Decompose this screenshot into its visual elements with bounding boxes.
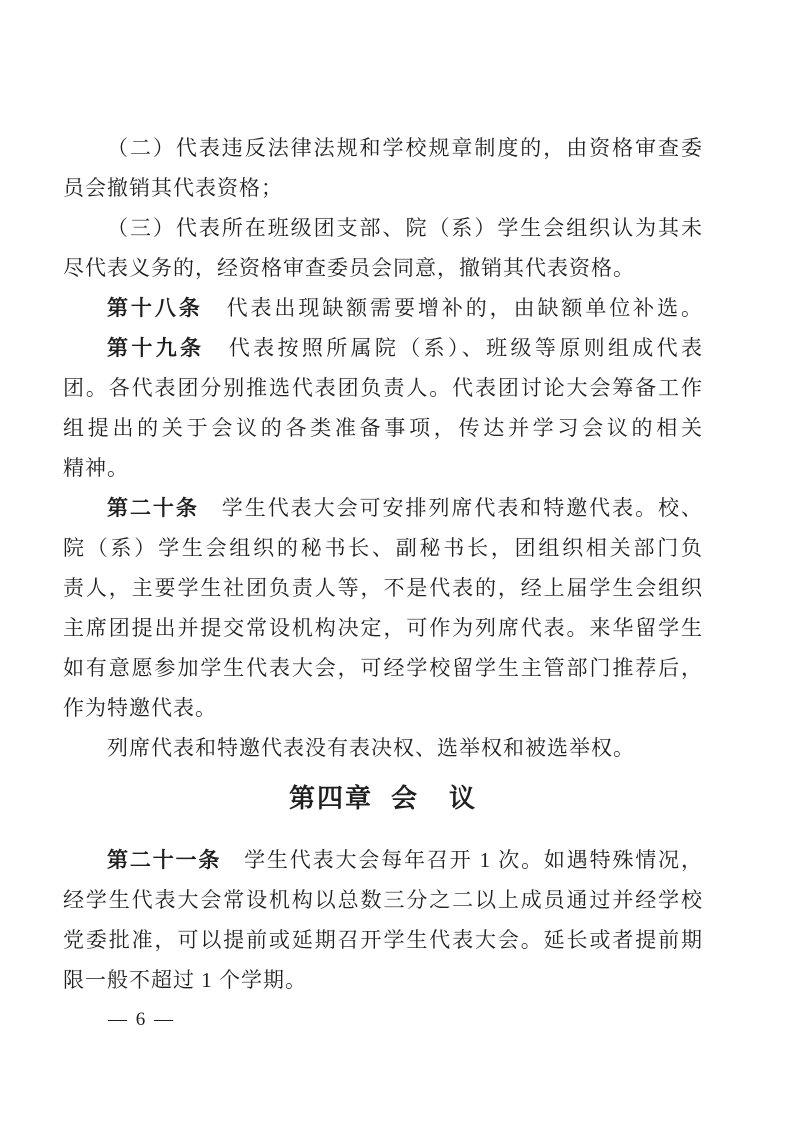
document-line [63,648,703,688]
document-body [63,128,703,1000]
document-line [63,368,703,408]
document-line [63,128,703,168]
line-text: 代表按照所属院（系）、班级等原则组成代表 [204,336,704,360]
line-text: 限一般不超过 1 个学期。 [63,968,307,992]
line-text: （三）代表所在班级团支部、院（系）学生会组织认为其未 [107,216,703,240]
document-line [63,168,703,208]
document-line [63,448,703,488]
document-line [63,408,703,448]
line-text: 代表出现缺额需要增补的，由缺额单位补选。 [202,296,704,320]
page-number: — 6 — [108,1009,175,1030]
article-number: 第十九条 [107,336,205,360]
document-line [63,248,703,288]
line-text: 尽代表义务的，经资格审查委员会同意，撤销其代表资格。 [63,256,635,280]
document-line [63,840,703,880]
line-text: 党委批准，可以提前或延期召开学生代表大会。延长或者提前期 [63,928,703,952]
line-text: 如有意愿参加学生代表大会，可经学校留学生主管部门推荐后， [63,656,703,680]
chapter-heading [63,768,703,830]
document-line [63,488,703,528]
document-line [63,960,703,1000]
line-text: （二）代表违反法律法规和学校规章制度的，由资格审查委 [107,136,703,160]
line-text: 学生代表大会每年召开 1 次。如遇特殊情况， [221,848,704,872]
line-text: 主席团提出并提交常设机构决定，可作为列席代表。来华留学生 [63,616,703,640]
document-line [63,880,703,920]
article-number: 第二十条 [107,496,199,520]
document-line [63,920,703,960]
document-line [63,728,703,768]
line-text: 组提出的关于会议的各类准备事项，传达并学习会议的相关 [63,416,703,440]
line-text: 经学生代表大会常设机构以总数三分之二以上成员通过并经学校 [63,888,703,912]
line-text: 责人，主要学生社团负责人等，不是代表的，经上届学生会组织 [63,576,703,600]
document-line [63,208,703,248]
line-text: 列席代表和特邀代表没有表决权、选举权和被选举权。 [107,736,635,760]
document-line [63,688,703,728]
document-line [63,328,703,368]
document-line [63,288,703,328]
article-number: 第十八条 [107,296,203,320]
chapter-heading-part: 议 [449,784,478,813]
chapter-heading-part: 第四章 [288,784,373,813]
chapter-heading-part: 会 [390,784,419,813]
line-text: 作为特邀代表。 [63,696,217,720]
document-line [63,568,703,608]
line-text: 精神。 [63,456,129,480]
article-number: 第二十一条 [107,848,222,872]
line-text: 团。各代表团分别推选代表团负责人。代表团讨论大会筹备工作 [63,376,703,400]
document-line [63,608,703,648]
line-text: 员会撤销其代表资格； [63,176,283,200]
document-line [63,528,703,568]
line-text: 学生代表大会可安排列席代表和特邀代表。校、 [198,496,704,520]
line-text: 院（系）学生会组织的秘书长、副秘书长，团组织相关部门负 [63,536,703,560]
